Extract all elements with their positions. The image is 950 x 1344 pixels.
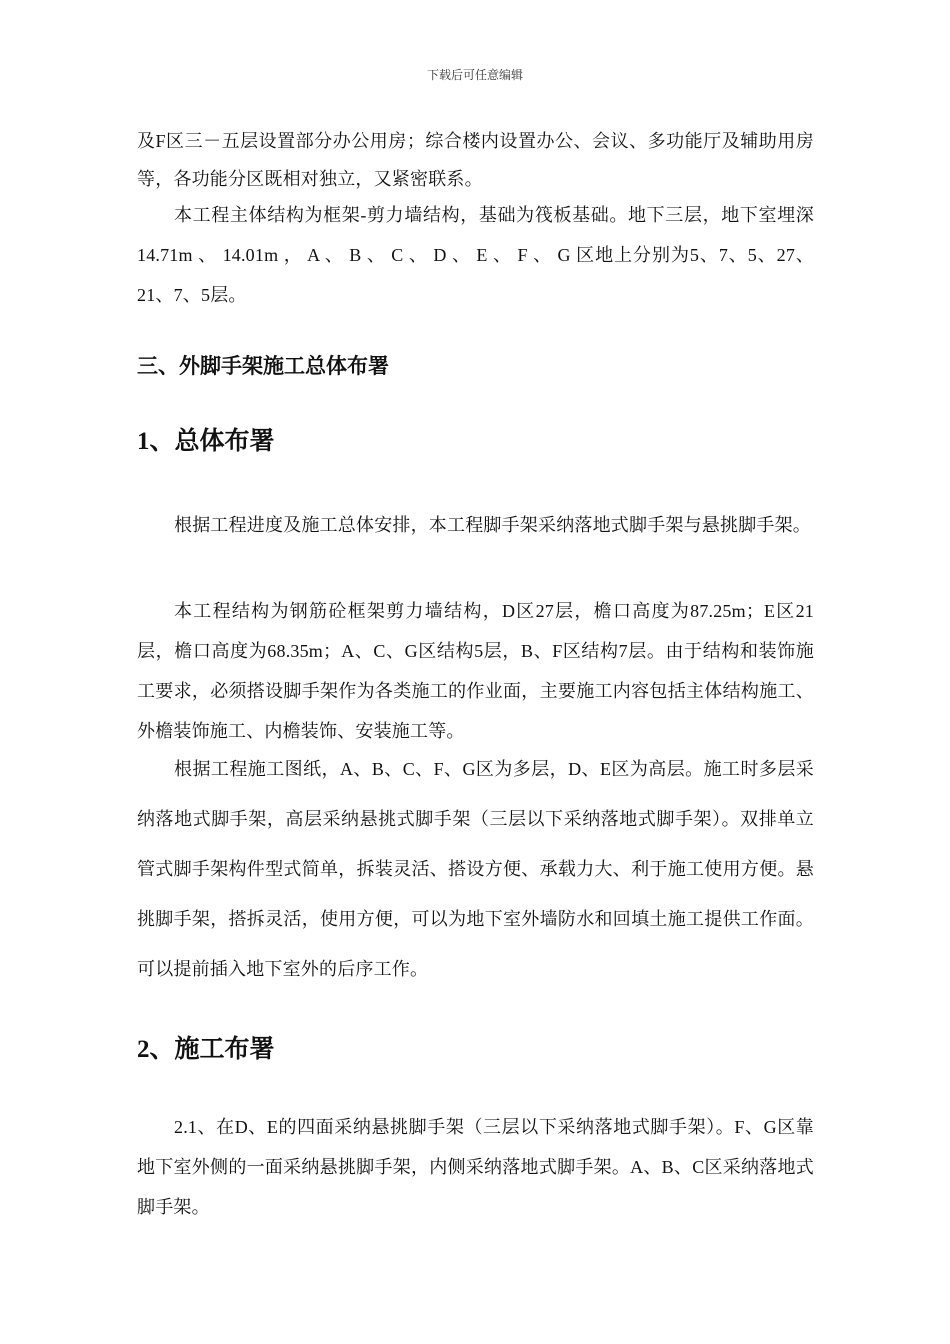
section-title-scaffold-layout: 三、外脚手架施工总体布署 <box>137 354 389 378</box>
heading-overall-layout: 1、总体布署 <box>137 428 275 455</box>
paragraph-scaffold-plan: 根据工程施工图纸，A、B、C、F、G区为多层，D、E区为高层。施工时多层采纳落地式脚手架，高层采纳悬挑式脚手架（三层以下采纳落地式脚手架）。双排单立管式脚手架构件型式简单，拆装灵活、搭设方便、承载力大、利于施工使用方便。悬挑脚手架，搭拆灵活，使用方便，可以为地下室外墙防水和回填土施工提供工作面。可以提前插入地下室外的后序工作。 <box>137 759 814 979</box>
paragraph-section-2-1: 2.1、在D、E的四面采纳悬挑脚手架（三层以下采纳落地式脚手架）。F、G区靠地下室外侧的一面采纳悬挑脚手架，内侧采纳落地式脚手架。A、B、C区采纳落地式脚手架。 <box>137 1117 814 1217</box>
paragraph-structure-overview: 本工程主体结构为框架-剪力墙结构，基础为筏板基础。地下三层，地下室埋深 14.71m 、 14.01m ， A 、 B 、 C 、 D 、 E 、 F 、 G 区地上分别为5、7、5、27、21、7、5层。 <box>137 205 814 305</box>
paragraph-structure-detail: 本工程结构为钢筋砼框架剪力墙结构，D区27层，檐口高度为87.25m；E区21层，檐口高度为68.35m；A、C、G区结构5层，B、F区结构7层。由于结构和装饰施工要求，必须搭设脚手架作为各类施工的作业面，主要施工内容包括主体结构施工、外檐装饰施工、内檐装饰、安装施工等。 <box>137 601 814 741</box>
paragraph-functional-zones: 及F区三－五层设置部分办公用房；综合楼内设置办公、会议、多功能厅及辅助用房等，各功能分区既相对独立，又紧密联系。 <box>137 131 814 189</box>
paragraph-scaffold-choice: 根据工程进度及施工总体安排，本工程脚手架采纳落地式脚手架与悬挑脚手架。 <box>174 515 811 535</box>
heading-construction-layout: 2、施工布署 <box>137 1036 275 1063</box>
page-header: 下载后可任意编辑 <box>426 68 523 82</box>
